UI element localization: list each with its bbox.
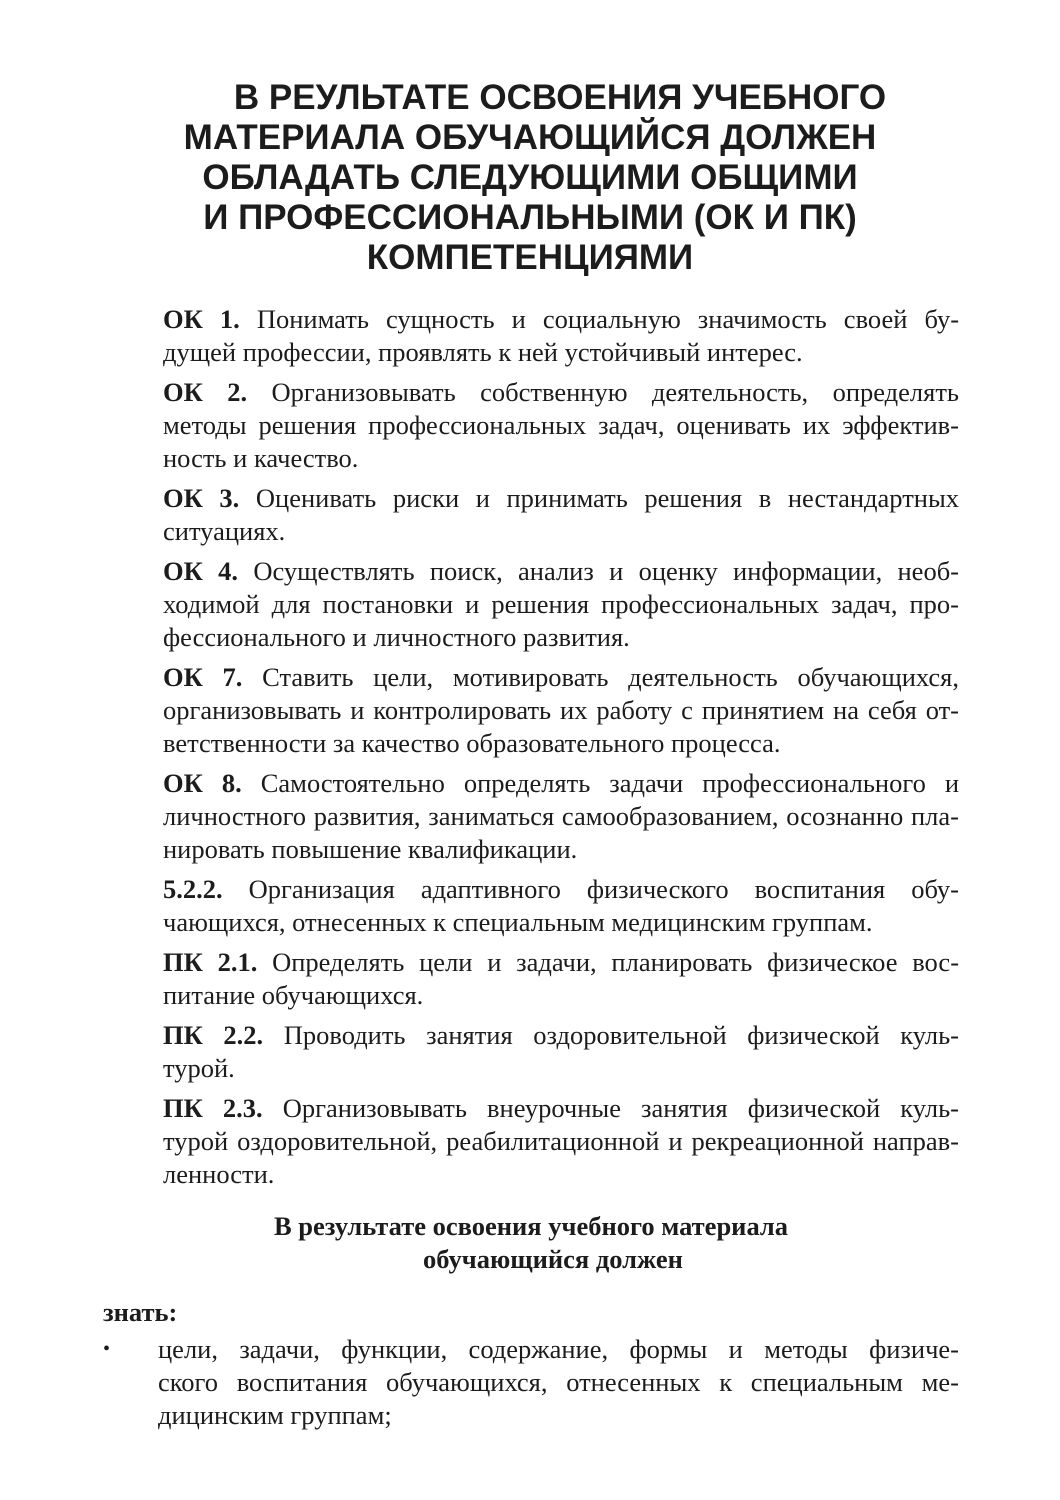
title-line: КОМПЕТЕНЦИЯМИ	[366, 238, 694, 277]
section-subheading	[103, 1210, 959, 1276]
competency-line: ситуациях.	[163, 516, 286, 546]
competency-line: ленности.	[163, 1159, 275, 1189]
competency-text: Понимать сущность и социальную значимость своей бу-	[256, 304, 960, 334]
competency-code: ОК 2.	[163, 377, 248, 407]
competency-code: ПК 2.1.	[163, 947, 258, 977]
competency-text: Определять цели и задачи, планировать физическое вос-	[272, 947, 960, 977]
competency-text: Организовывать собственную деятельность, определять	[271, 377, 959, 407]
competency-text: Осуществлять поиск, анализ и оценку информации, необ-	[253, 556, 960, 586]
competency-code: ОК 4.	[163, 556, 239, 586]
competency-line	[103, 482, 959, 515]
list-item-line: ского воспитания обучающихся, отнесенных к специальным ме-	[158, 1367, 959, 1397]
title-line: И ПРОФЕССИОНАЛЬНЫМИ (ОК И ПК)	[203, 198, 857, 237]
know-list	[103, 1333, 959, 1432]
competency-code: ПК 2.3.	[163, 1093, 263, 1123]
page-title	[100, 78, 960, 278]
competency-item	[103, 1092, 959, 1191]
competency-item	[103, 1019, 959, 1085]
competency-line: турой оздоровительной, реабилитационной и рекреационной направ-	[163, 1126, 959, 1156]
competency-item	[103, 482, 959, 548]
competency-line: питание обучающихся.	[163, 980, 424, 1010]
competency-line	[103, 1019, 959, 1052]
competency-code: 5.2.2.	[163, 874, 223, 904]
competency-line	[103, 376, 959, 409]
competency-item	[103, 303, 959, 369]
competency-code: ОК 3.	[163, 483, 240, 513]
list-item	[103, 1333, 959, 1432]
competency-text: Организовывать внеурочные занятия физической куль-	[282, 1093, 959, 1123]
competency-code: ПК 2.2.	[163, 1020, 264, 1050]
competency-line	[103, 661, 959, 694]
list-item-line: дицинским группам;	[158, 1400, 392, 1430]
competency-text: Самостоятельно определять задачи профессионального и	[260, 768, 960, 798]
document-body	[103, 303, 959, 1432]
competency-line: методы решения профессиональных задач, оценивать их эффектив-	[163, 410, 959, 440]
competency-code: ОК 8.	[163, 768, 242, 798]
competency-text: Организация адаптивного физического воспитания обу-	[248, 874, 959, 904]
competency-list	[103, 303, 959, 1191]
competency-line	[103, 767, 959, 800]
competency-item	[103, 376, 959, 475]
competency-line	[103, 1092, 959, 1125]
competency-item	[103, 873, 959, 939]
competency-line: ветственности за качество образовательного процесса.	[163, 728, 781, 758]
competency-line: личностного развития, заниматься самообразованием, осознанно пла-	[163, 801, 959, 831]
subheading-line: В результате освоения учебного материала	[273, 1211, 789, 1241]
list-item-line: цели, задачи, функции, содержание, формы и методы физиче-	[158, 1334, 959, 1364]
competency-line: нировать повышение квалификации.	[163, 834, 578, 864]
competency-item	[103, 661, 959, 760]
competency-code: ОК 7.	[163, 662, 243, 692]
competency-line: дущей профессии, проявлять к ней устойчивый интерес.	[163, 337, 803, 367]
competency-line: чающихся, отнесенных к специальным медицинским группам.	[163, 907, 873, 937]
competency-line	[103, 303, 959, 336]
competency-text: Оценивать риски и принимать решения в нестандартных	[255, 483, 960, 513]
title-line: В РЕУЛЬТАТЕ ОСВОЕНИЯ УЧЕБНОГО	[233, 78, 887, 117]
know-label: знать:	[103, 1297, 178, 1327]
competency-item	[103, 767, 959, 866]
competency-text: Проводить занятия оздоровительной физической куль-	[283, 1020, 959, 1050]
competency-line	[103, 946, 959, 979]
competency-line: турой.	[163, 1053, 235, 1083]
competency-code: ОК 1.	[163, 304, 240, 334]
title-line: ОБЛАДАТЬ СЛЕДУЮЩИМИ ОБЩИМИ	[202, 158, 858, 197]
subheading-line: обучающийся должен	[423, 1244, 683, 1274]
competency-item	[103, 555, 959, 654]
competency-line: фессионального и личностного развития.	[163, 622, 630, 652]
bullet-icon: •	[103, 1338, 111, 1360]
competency-line: организовывать и контролировать их работу с принятием на себя от-	[163, 695, 959, 725]
competency-line: ходимой для постановки и решения профессиональных задач, про-	[163, 589, 959, 619]
competency-line	[103, 873, 959, 906]
title-line: МАТЕРИАЛА ОБУЧАЮЩИЙСЯ ДОЛЖЕН	[183, 118, 877, 157]
competency-item	[103, 946, 959, 1012]
competency-text: Ставить цели, мотивировать деятельность обучающихся,	[262, 662, 959, 692]
competency-line	[103, 555, 959, 588]
competency-line: ность и качество.	[163, 443, 359, 473]
